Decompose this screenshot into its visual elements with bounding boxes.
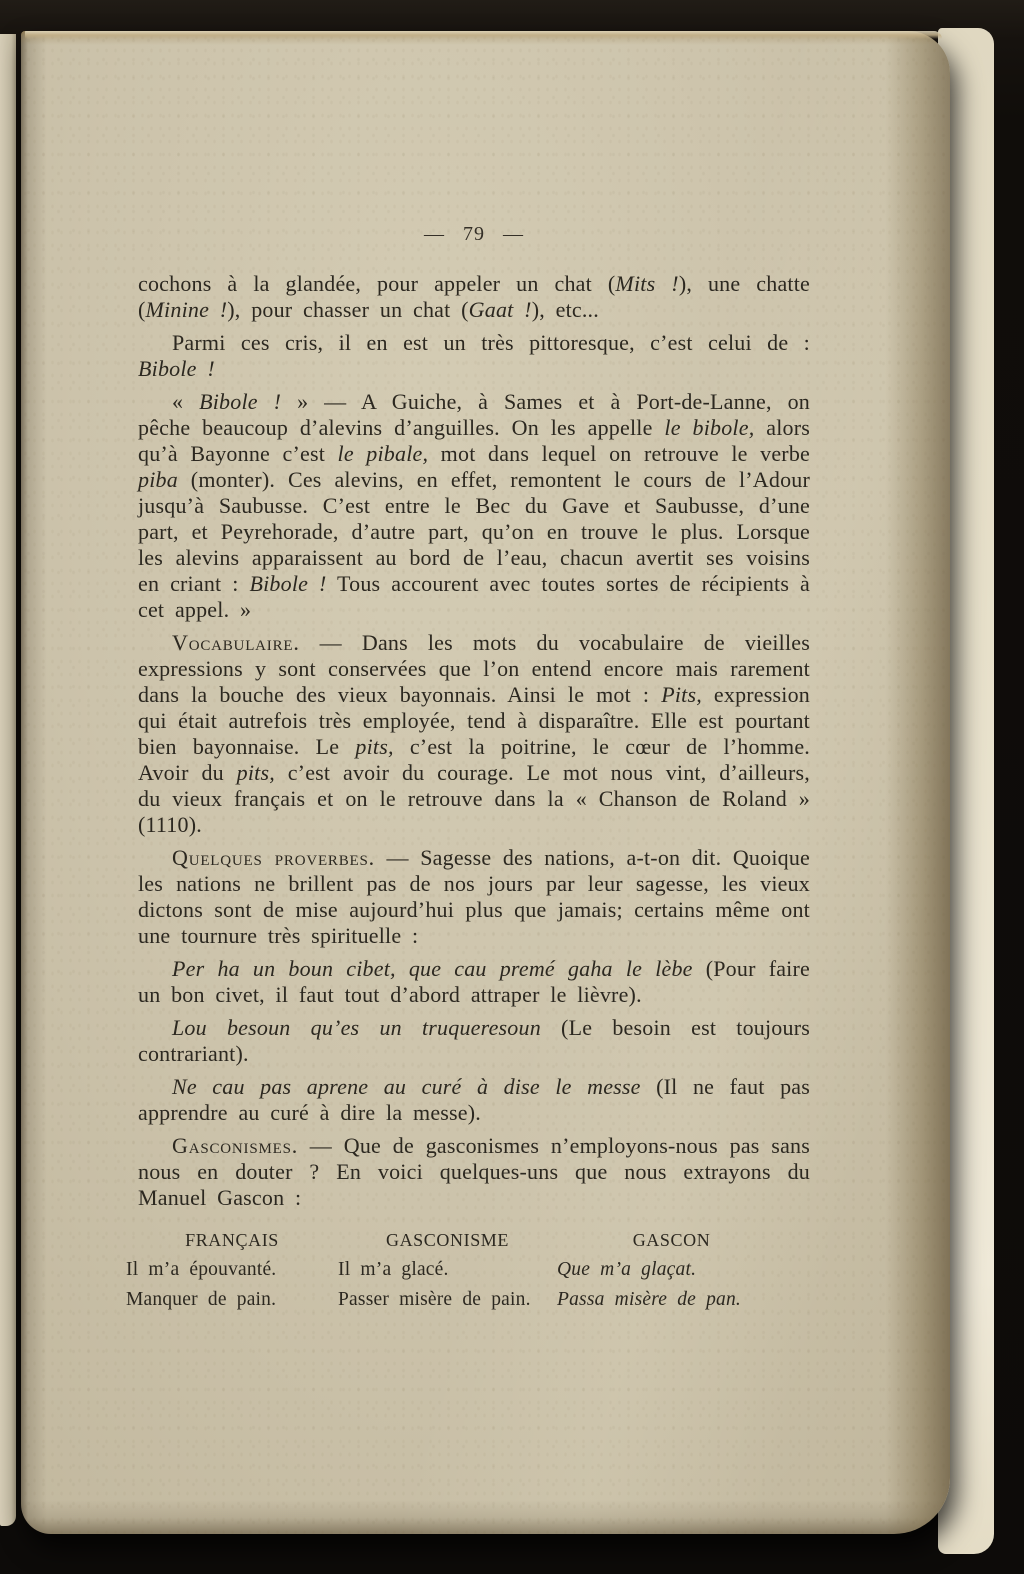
text-run: ), etc... xyxy=(531,297,599,322)
text-run: cochons à la glandée, pour appeler un chat ( xyxy=(138,271,616,296)
section-heading: Vocabulaire. xyxy=(172,630,300,655)
text-run: Tous accourent avec toutes sortes de récipients à cet appel. » xyxy=(138,571,810,622)
paragraph xyxy=(138,330,810,382)
text-run: (Pour faire un bon civet, il faut tout d’abord attraper le lièvre). xyxy=(138,956,810,1007)
table-cell: Passa misère de pan. xyxy=(557,1289,742,1310)
table-header-row xyxy=(126,1227,786,1255)
italic-term: Gaat ! xyxy=(468,297,532,322)
table-cell: Passer misère de pain. xyxy=(338,1289,531,1310)
italic-term: pits, xyxy=(355,734,394,759)
italic-term: Bibole ! xyxy=(199,389,282,414)
paragraph xyxy=(138,389,810,623)
italic-term: piba xyxy=(138,467,178,492)
italic-term: Bibole ! xyxy=(249,571,327,596)
text-run: » — A Guiche, à Sames et à Port-de-Lanne, on pêche beaucoup d’alevins d’anguilles. On les appelle xyxy=(138,389,811,440)
body-text xyxy=(138,271,810,1211)
text-run: c’est avoir du courage. Le mot nous vint, d’ailleurs, du vieux français et on le retrouve dans la « Chanson de Roland » (1110). xyxy=(138,760,810,837)
text-run: — Sagesse des nations, a-t-on dit. Quoique les nations ne brillent pas de nos jours par leur sagesse, les vieux dictons sont de mise aujourd’hui plus que jamais; certains même ont une tournure très spirituelle : xyxy=(138,845,810,948)
text-run: — Dans les mots du vocabulaire de vieilles expressions y sont conservées que l’on entend encore mais rarement dans la bouche des vieux bayonnais. Ainsi le mot : xyxy=(138,630,810,707)
paragraph xyxy=(138,1074,810,1126)
printed-text-block xyxy=(126,221,811,1315)
italic-term: le pibale, xyxy=(337,441,429,466)
italic-term: Lou besoun qu’es un truqueresoun xyxy=(172,1015,541,1040)
column-header: GASCON xyxy=(632,1230,711,1250)
paragraph xyxy=(138,271,810,323)
table-cell: Manquer de pain. xyxy=(126,1289,277,1310)
table-cell: Il m’a épouvanté. xyxy=(126,1259,277,1280)
section-heading: Quelques proverbes. xyxy=(172,845,375,870)
section-heading: Gasconismes. xyxy=(172,1133,299,1158)
table-cell: Il m’a glacé. xyxy=(338,1259,449,1280)
italic-term: Pits, xyxy=(661,682,702,707)
text-run: (Il ne faut pas apprendre au curé à dire la messe). xyxy=(138,1074,811,1125)
table-row xyxy=(126,1255,786,1285)
paragraph xyxy=(138,1015,810,1067)
gascon-table xyxy=(126,1227,786,1315)
book-page xyxy=(21,31,950,1534)
text-run: — Que de gasconismes n’employons-nous pas sans nous en douter ? En voici quelques-uns que nous extrayons du Manuel Gascon : xyxy=(138,1133,810,1210)
italic-term: Mits ! xyxy=(615,271,679,296)
paragraph xyxy=(138,956,810,1008)
text-run: (monter). Ces alevins, en effet, remontent le cours de l’Adour jusqu’à Saubusse. C’est entre le Bec du Gave et Saubusse, d’une part, et Peyrehorade, d’autre part, qu’on en trouve le plus. Lorsque les alevins apparaissent au bord de l’eau, chacun avertit ses voisins en criant : xyxy=(138,467,810,596)
paragraph xyxy=(138,630,810,838)
italic-term: pits, xyxy=(236,760,275,785)
italic-term: le bibole, xyxy=(664,415,755,440)
paragraph xyxy=(138,1133,810,1211)
text-run: « xyxy=(172,389,200,414)
page-number: — 79 — xyxy=(424,223,524,245)
column-header: FRANÇAIS xyxy=(185,1230,279,1250)
table-row xyxy=(126,1285,786,1315)
text-run: mot dans lequel on retrouve le verbe xyxy=(428,441,810,466)
text-run: c’est la poitrine, le cœur de l’homme. Avoir du xyxy=(138,734,810,785)
text-run: (Le besoin est toujours contrariant). xyxy=(138,1015,810,1066)
italic-term: Per ha un boun cibet, que cau premé gaha le lèbe xyxy=(172,956,693,981)
table-cell: Que m’a glaçat. xyxy=(557,1259,697,1280)
column-header: GASCONISME xyxy=(385,1230,510,1250)
text-run: ), une chatte ( xyxy=(138,271,811,322)
paragraph xyxy=(138,845,810,949)
text-run: Parmi ces cris, il en est un très pittoresque, c’est celui de : xyxy=(172,330,810,355)
text-run: alors qu’à Bayonne c’est xyxy=(138,415,811,466)
text-run: ), pour chasser un chat ( xyxy=(227,297,469,322)
italic-term: Bibole ! xyxy=(138,356,215,381)
text-run: expression qui était autrefois très employée, tend à disparaître. Elle est pourtant bien bayonnaise. Le xyxy=(138,682,810,759)
italic-term: Ne cau pas aprene au curé à dise le messe xyxy=(172,1074,641,1099)
italic-term: Minine ! xyxy=(145,297,228,322)
left-page-edge xyxy=(0,34,16,1526)
